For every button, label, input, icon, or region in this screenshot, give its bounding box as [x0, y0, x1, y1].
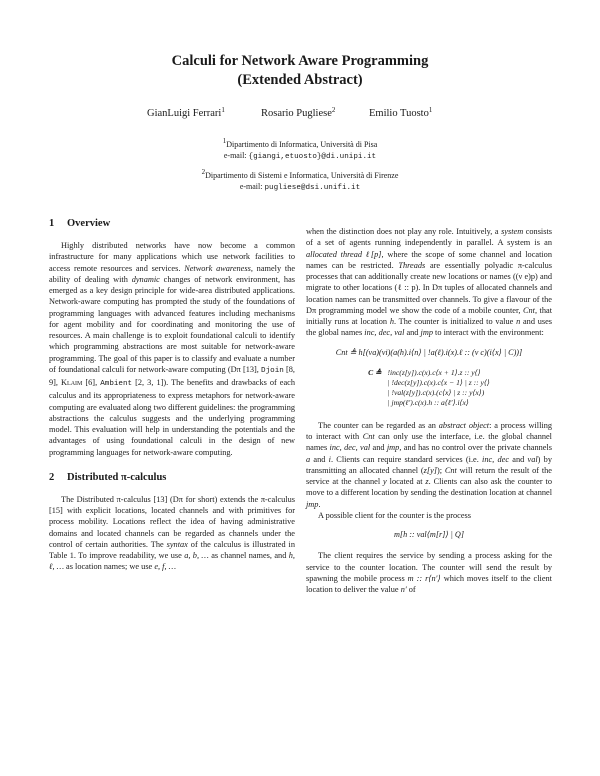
body-paragraph: The counter can be regarded as an abstract object: a process willing to interact with Cnt can only use the interface, i.e. the global channel names inc, dec, val and jmp, and has no control over the private channels a and i. Clients can require standard services (i.e. inc, dec and val) by transmitting an allocated channel (z[y]); Cnt will return the result of the service at the channel y located at z. Clients can also ask the counter to move to a different location by sending the destination location at channel jmp.	[306, 420, 552, 509]
left-column	[49, 218, 295, 573]
section-heading-dpi: 2 Distributed π-calculus	[49, 471, 167, 483]
email-address: pugliese@dsi.unifi.it	[264, 184, 361, 192]
overview-paragraph: Highly distributed networks have now become a common infrastructure for many applications which use network facilities to access remote resources and services. Network awareness, namely the ability of dealing with dynamic changes of network environment, has emerged as a key design principle for wide-area distributed applications. Network-aware computing has prompted the study of the foundations of programming languages with advanced features including mechanisms for agent mobility and for coordinating and monitoring the use of resources. A main challenge is to exploit foundational calculi to identify which programming abstractions are most suitable for network-aware programming. The goal of this paper is to classify and evaluate a number of foundational calculi for network-aware computing (Dπ [13], Djoin [8, 9], Klaim [6], Ambient [2, 3, 1]). The benefits and drawbacks of each calculus and its appropriateness to express metaphors for network-aware computing are evaluated along two different guidelines: the programming abstractions the calculus suggests and the underlying programming model. This evaluation will help in understanding the potentials and the advantages of using foundational calculi in the design of new programming languages for network-aware computing.	[49, 241, 296, 457]
counter-definition	[306, 368, 552, 408]
definition-lhs: C ≜	[368, 367, 382, 377]
body-paragraph: A possible client for the counter is the process	[318, 510, 471, 520]
dpi-paragraph: The Distributed π-calculus [13] (Dπ for short) extends the π-calculus [15] with explicit locations, located channels and with primitives for process mobility. Locations reflect the idea of having administrative domains and located channels can be regarded as channels under the control of certain authorities. The syntax of the calculus is illustrated in Table 1. To improve readability, we use a, b, … as channel names, and h, ℓ, … as location names; we use e, f, …	[49, 494, 296, 572]
section-heading-overview: 1 Overview	[49, 218, 111, 229]
body-paragraph: when the distinction does not play any role. Intuitively, a system consists of a set of agents running independently in parallel. A system is an allocated thread ℓ[p], where the scope of some channel and location names can be restricted. Threads are essentially polyadic π-calculus processes that can additionally create new locations or names ((ν e)p) and migrate to other locations (ℓ :: p). In Dπ tuples of allocated channels and location names can be transmitted over channels. To give a flavour of the Dπ programming model we show the code of a mobile counter, Cnt, that initially runs at location h. The counter is initialized to value n and uses the global names inc, dec, val and jmp to interact with the environment:	[306, 227, 553, 338]
title-line-2: (Extended Abstract)	[237, 72, 363, 88]
definition-rhs: !inc(z[y]).c(x).c⟨x + 1⟩.z :: y⟨⟩ | !dec(z[y]).c(x).c⟨x − 1⟩ | z :: y⟨⟩ | !val(z[y]).c(x).(c⟨x⟩ | z :: y⟨x⟩) | jmp(ℓ′).c(x).h :: a⟨ℓ′⟩.i⟨x⟩	[387, 367, 490, 407]
right-column	[306, 226, 552, 595]
body-paragraph: The client requires the service by sending a process asking for the service to the counter location. The counter will send the result by spawning the mobile process m :: r⟨n′⟩ which moves itself to the client location to deliver the value n′ of	[306, 551, 552, 594]
author-name: Rosario Pugliese$^2$	[261, 106, 336, 119]
counter-equation: Cnt ≜ h[(νa)(νi)(a(h).i⟨n⟩ | !a(ℓ).i(x).ℓ :: (ν c)(i⟨x⟩ | C))]	[335, 347, 523, 357]
affiliation-2: $^2$Dipartimento di Sistemi e Informatica, Università di Firenze e-mail: pugliese@dsi.unifi.it	[201, 168, 399, 192]
author-name: GianLuigi Ferrari$^1$	[147, 106, 225, 119]
title-line-1: Calculi for Network Aware Programming	[171, 53, 429, 69]
email-address: {giangi,etuosto}@di.unipi.it	[248, 153, 377, 161]
affiliation-1: $^1$Dipartimento di Informatica, Università di Pisa e-mail: {giangi,etuosto}@di.unipi.it	[222, 137, 378, 161]
author-name: Emilio Tuosto$^1$	[369, 106, 433, 119]
paper-title	[0, 52, 600, 90]
client-equation: m[h :: val⟨m[r]⟩ | Q]	[393, 530, 465, 539]
